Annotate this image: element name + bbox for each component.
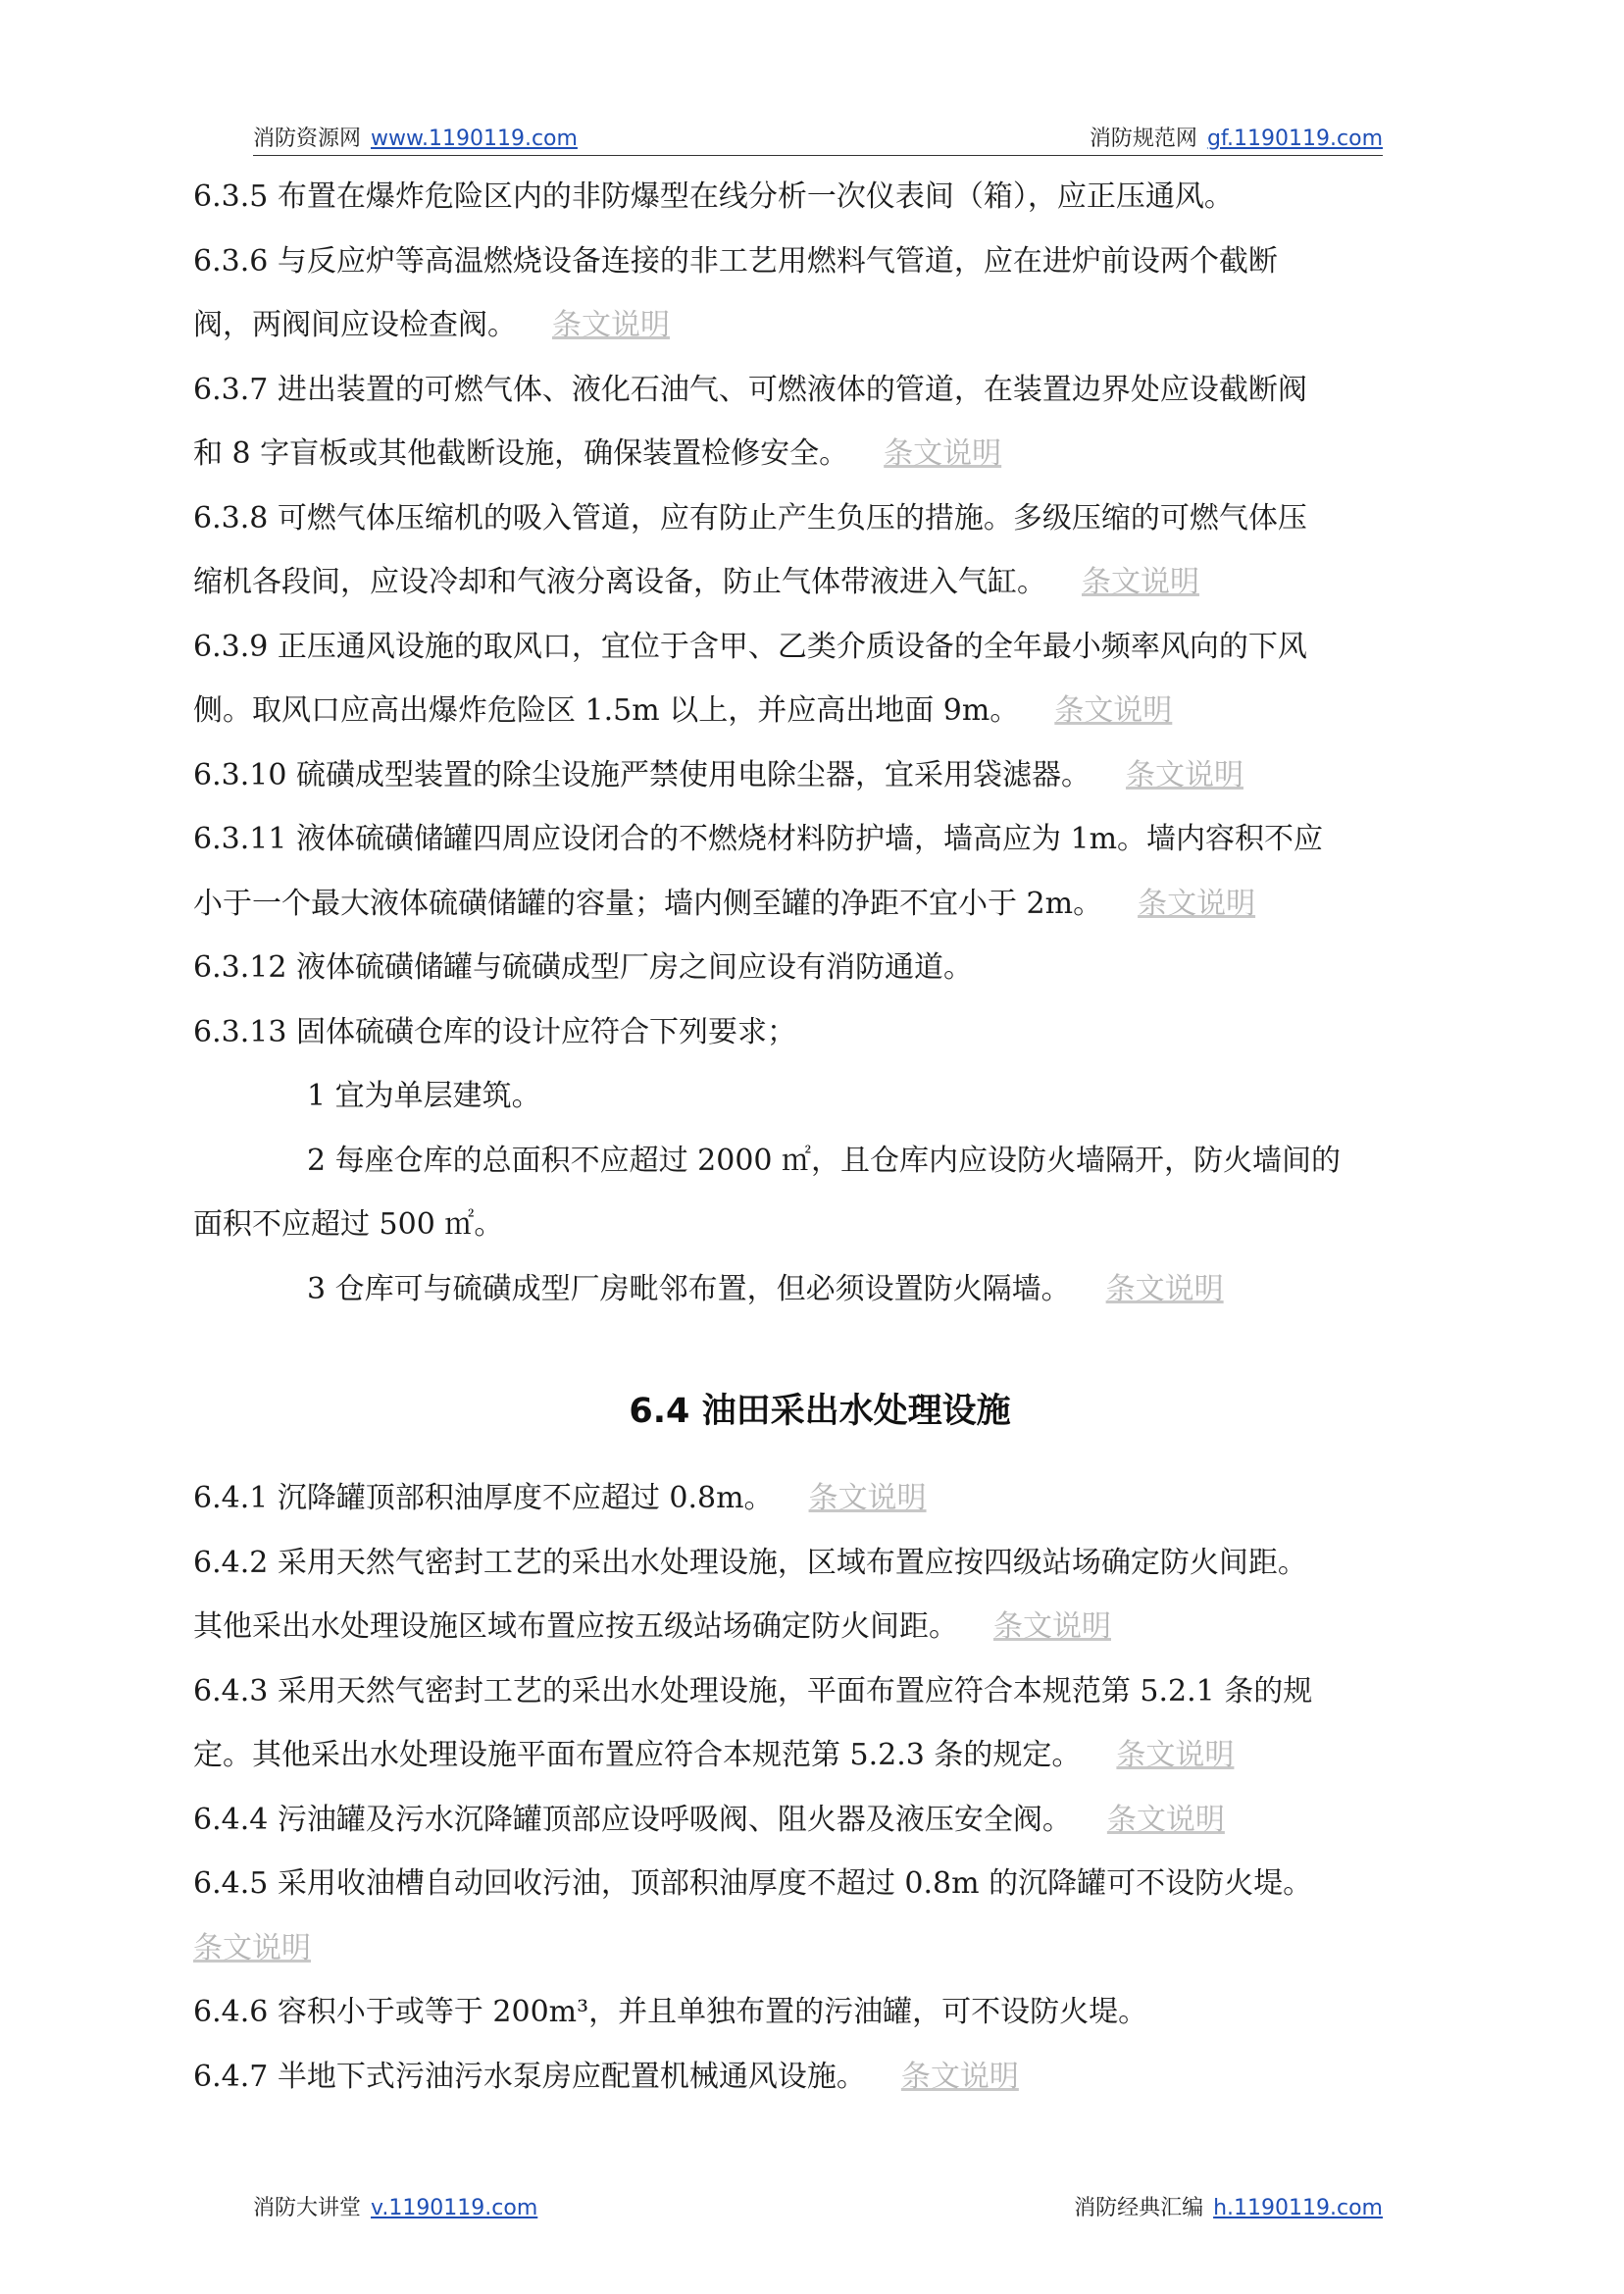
clause-note-link[interactable]: 条文说明 xyxy=(193,1930,311,1965)
footer-left-link[interactable]: v.1190119.com xyxy=(371,2196,538,2220)
clause-note-link[interactable]: 条文说明 xyxy=(900,2059,1019,2094)
clause-6-3-13-item-2 xyxy=(193,1129,1446,1194)
clause-6-4-4 xyxy=(193,1788,1446,1853)
header-right xyxy=(1090,122,1383,152)
footer-right-label: 消防经典汇编 xyxy=(1074,2196,1204,2220)
clause-text: 6.3.13 固体硫磺仓库的设计应符合下列要求； xyxy=(193,1014,796,1049)
clause-6-3-9 xyxy=(193,615,1446,680)
clause-text: 6.4.1 沉降罐顶部积油厚度不应超过 0.8m。 xyxy=(193,1481,774,1515)
clause-text: 6.3.5 布置在爆炸危险区内的非防爆型在线分析一次仪表间（箱），应正压通风。 xyxy=(193,179,1234,214)
clause-note-link[interactable]: 条文说明 xyxy=(1106,1802,1225,1837)
clause-6-3-11-cont xyxy=(193,872,1446,937)
clause-6-3-13-item-3 xyxy=(193,1257,1446,1322)
clause-text: 6.4.4 污油罐及污水沉降罐顶部应设呼吸阀、阻火器及液压安全阀。 xyxy=(193,1802,1072,1837)
clause-6-4-6 xyxy=(193,1980,1446,2045)
clause-note-link[interactable]: 条文说明 xyxy=(808,1481,927,1515)
clause-text: 6.3.11 液体硫磺储罐四周应设闭合的不燃烧材料防护墙，墙高应为 1m。墙内容积不应 xyxy=(193,822,1324,856)
clause-6-4-5-cont xyxy=(193,1916,1446,1981)
clause-text: 6.3.12 液体硫磺储罐与硫磺成型厂房之间应设有消防通道。 xyxy=(193,950,973,985)
clause-6-4-2 xyxy=(193,1531,1446,1596)
clause-6-4-5 xyxy=(193,1852,1446,1916)
clause-text: 缩机各段间，应设冷却和气液分离设备，防止气体带液进入气缸。 xyxy=(193,565,1046,599)
document-body xyxy=(193,165,1446,2109)
clause-note-link[interactable]: 条文说明 xyxy=(884,436,1002,471)
clause-text: 6.4.6 容积小于或等于 200m³，并且单独布置的污油罐，可不设防火堤。 xyxy=(193,1995,1148,2029)
clause-text: 6.3.8 可燃气体压缩机的吸入管道，应有防止产生负压的措施。多级压缩的可燃气体压 xyxy=(193,500,1307,535)
clause-6-3-12 xyxy=(193,936,1446,1000)
footer-left xyxy=(253,2191,537,2221)
clause-6-3-6 xyxy=(193,229,1446,294)
clause-text: 6.3.10 硫磺成型装置的除尘设施严禁使用电除尘器，宜采用袋滤器。 xyxy=(193,757,1091,792)
clause-6-3-11 xyxy=(193,807,1446,872)
clause-6-3-13-item-1 xyxy=(193,1064,1446,1129)
clause-6-3-8-cont xyxy=(193,550,1446,615)
clause-6-3-13 xyxy=(193,1000,1446,1065)
clause-6-4-3 xyxy=(193,1659,1446,1724)
footer-right-link[interactable]: h.1190119.com xyxy=(1213,2196,1383,2220)
clause-text: 2 每座仓库的总面积不应超过 2000 ㎡，且仓库内应设防火墙隔开，防火墙间的 xyxy=(307,1143,1342,1178)
page-header xyxy=(253,116,1383,156)
section-title: 6.4 油田采出水处理设施 xyxy=(629,1392,1011,1431)
clause-text: 小于一个最大液体硫磺储罐的容量；墙内侧至罐的净距不宜小于 2m。 xyxy=(193,886,1103,921)
clause-text: 定。其他采出水处理设施平面布置应符合本规范第 5.2.3 条的规定。 xyxy=(193,1738,1082,1772)
header-left xyxy=(253,122,578,152)
clause-note-link[interactable]: 条文说明 xyxy=(1116,1738,1235,1772)
clause-6-3-8 xyxy=(193,486,1446,551)
clause-note-link[interactable]: 条文说明 xyxy=(1138,886,1256,921)
clause-6-4-7 xyxy=(193,2045,1446,2110)
clause-6-3-10 xyxy=(193,743,1446,808)
header-right-link[interactable]: gf.1190119.com xyxy=(1206,127,1383,151)
clause-text: 和 8 字盲板或其他截断设施，确保装置检修安全。 xyxy=(193,436,849,471)
clause-note-link[interactable]: 条文说明 xyxy=(993,1609,1111,1644)
clause-note-link[interactable]: 条文说明 xyxy=(1125,757,1243,792)
header-left-label: 消防资源网 xyxy=(253,127,362,151)
clause-text: 6.4.2 采用天然气密封工艺的采出水处理设施，区域布置应按四级站场确定防火间距。 xyxy=(193,1545,1307,1580)
clause-text: 1 宜为单层建筑。 xyxy=(307,1079,541,1113)
clause-text: 阀，两阀间应设检查阀。 xyxy=(193,308,517,342)
clause-6-3-7 xyxy=(193,358,1446,423)
clause-6-4-1 xyxy=(193,1466,1446,1531)
clause-text: 6.3.7 进出装置的可燃气体、液化石油气、可燃液体的管道，在装置边界处应设截断阀 xyxy=(193,372,1307,407)
clause-note-link[interactable]: 条文说明 xyxy=(552,308,670,342)
clause-6-3-13-item-2-cont xyxy=(193,1193,1446,1257)
clause-text: 侧。取风口应高出爆炸危险区 1.5m 以上，并应高出地面 9m。 xyxy=(193,693,1020,728)
clause-text: 3 仓库可与硫磺成型厂房毗邻布置，但必须设置防火隔墙。 xyxy=(307,1271,1071,1306)
clause-text: 6.3.6 与反应炉等高温燃烧设备连接的非工艺用燃料气管道，应在进炉前设两个截断 xyxy=(193,243,1278,279)
clause-6-3-7-cont xyxy=(193,422,1446,486)
page-footer xyxy=(253,2185,1383,2224)
clause-text: 6.4.3 采用天然气密封工艺的采出水处理设施，平面布置应符合本规范第 5.2.1 条的规 xyxy=(193,1673,1313,1708)
clause-text: 6.3.9 正压通风设施的取风口，宜位于含甲、乙类介质设备的全年最小频率风向的下风 xyxy=(193,629,1307,664)
header-left-link[interactable]: www.1190119.com xyxy=(371,127,578,151)
clause-text: 其他采出水处理设施区域布置应按五级站场确定防火间距。 xyxy=(193,1609,958,1644)
header-right-label: 消防规范网 xyxy=(1089,127,1197,151)
clause-6-4-2-cont xyxy=(193,1595,1446,1659)
footer-right xyxy=(1074,2191,1383,2221)
clause-text: 面积不应超过 500 ㎡。 xyxy=(193,1207,504,1242)
clause-note-link[interactable]: 条文说明 xyxy=(1054,693,1173,728)
footer-left-label: 消防大讲堂 xyxy=(253,2196,362,2220)
clause-6-3-9-cont xyxy=(193,679,1446,743)
clause-text: 6.4.7 半地下式污油污水泵房应配置机械通风设施。 xyxy=(193,2059,866,2094)
clause-note-link[interactable]: 条文说明 xyxy=(1082,565,1199,599)
clause-text: 6.4.5 采用收油槽自动回收污油，顶部积油厚度不超过 0.8m 的沉降罐可不设防火堤。 xyxy=(193,1866,1313,1901)
clause-6-3-5 xyxy=(193,165,1446,229)
clause-note-link[interactable]: 条文说明 xyxy=(1105,1271,1224,1306)
clause-6-3-6-cont xyxy=(193,293,1446,358)
clause-6-4-3-cont xyxy=(193,1723,1446,1788)
